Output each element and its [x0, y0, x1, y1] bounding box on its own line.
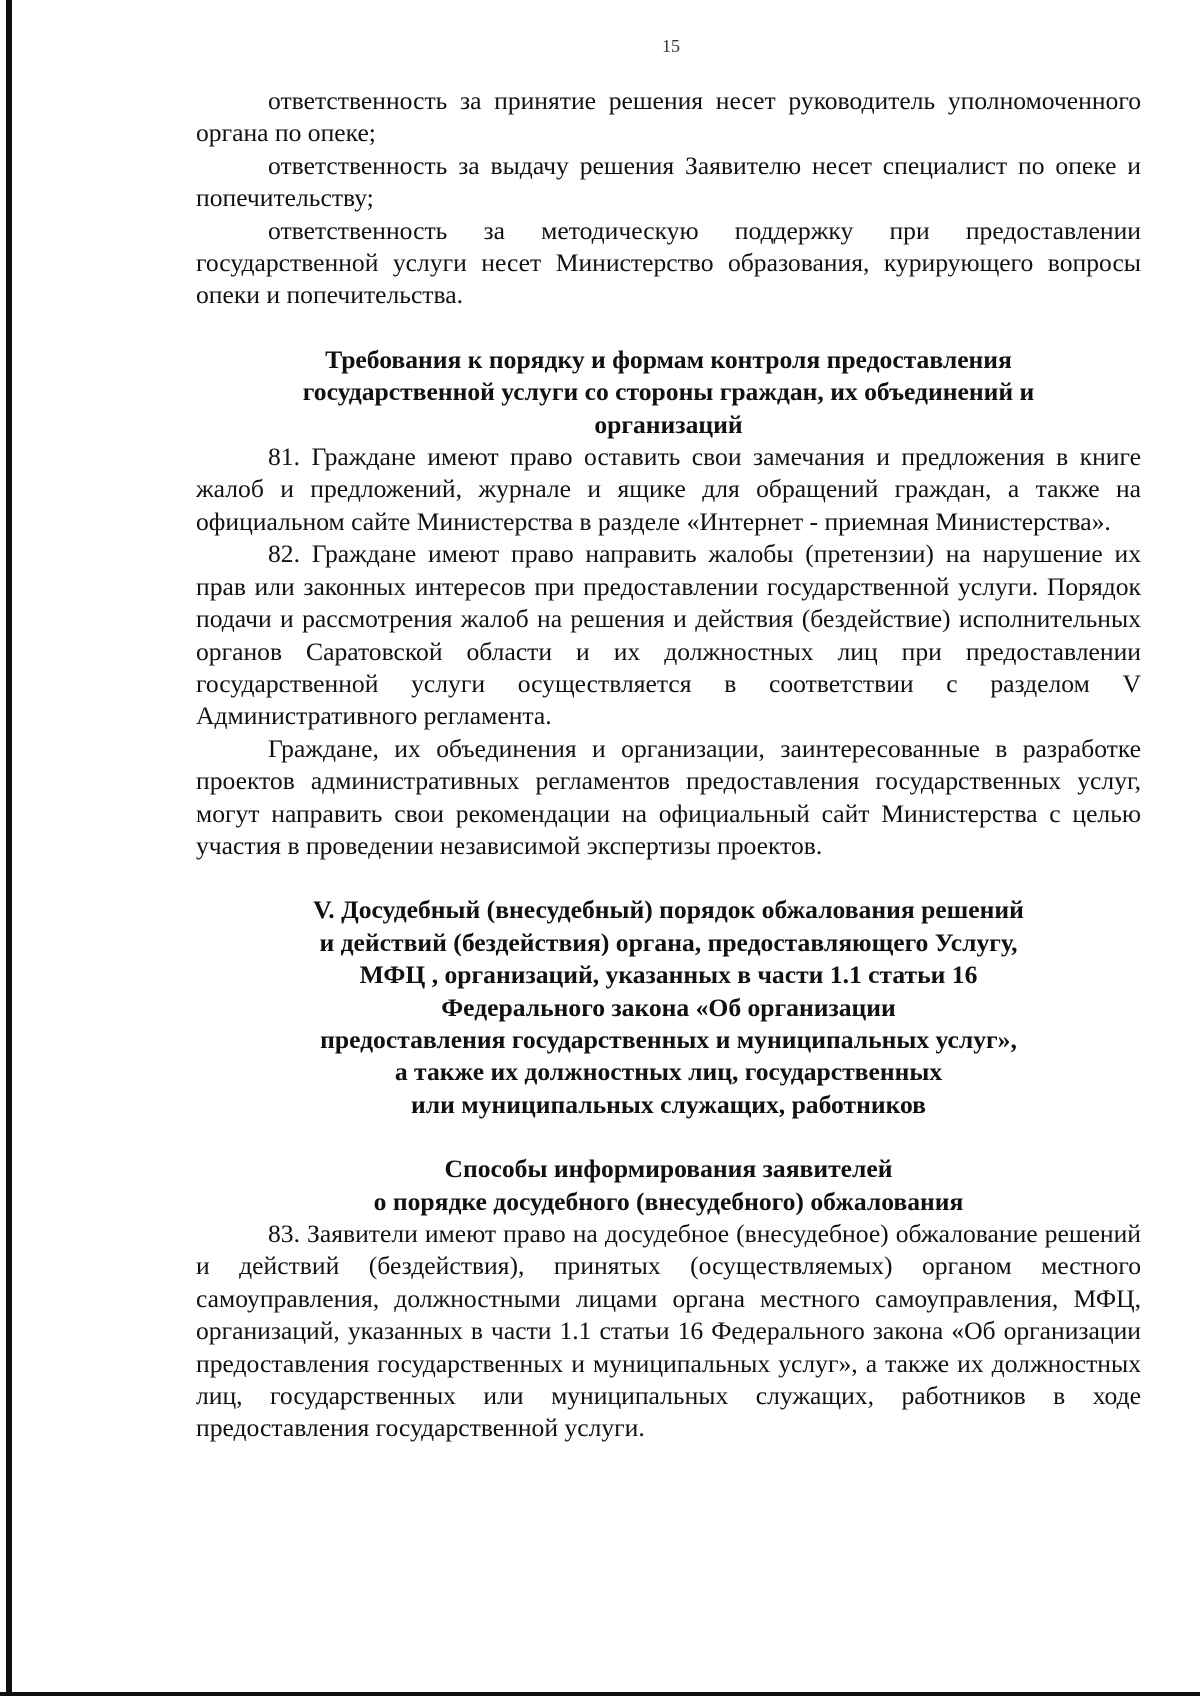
page-number: 15 [662, 36, 680, 56]
paragraph-81: 81. Граждане имеют право оставить свои замечания и предложения в книге жалоб и предложений, журнале и ящике для обращений граждан, а также на официальном сайте Министерства в разделе «Интернет - приемная Министерства». [196, 442, 1141, 536]
paragraph-citizens-recommendations: Граждане, их объединения и организации, заинтересованные в разработке проектов административных регламентов предоставления государственных услуг, могут направить свои рекомендации на официальный сайт Министерства с целью участия в проведении независимой экспертизы проектов. [196, 733, 1141, 860]
heading-line: Требования к порядку и формам контроля предоставления [325, 344, 1012, 374]
heading-line: Способы информирования заявителей [444, 1154, 893, 1184]
heading-line: или муниципальных служащих, работников [411, 1089, 926, 1119]
paragraph-responsibility-methodical: ответственность за методическую поддержку при предоставлении государственной услуги несет Министерство образования, курирующего вопросы опеки и попечительства. [196, 215, 1141, 310]
heading-control-requirements [196, 344, 1141, 441]
heading-informing-methods [196, 1153, 1141, 1218]
paragraph-responsibility-decision: ответственность за принятие решения несет руководитель уполномоченного органа по опеке; [196, 86, 1141, 148]
heading-line: Федерального закона «Об организации [441, 992, 896, 1022]
paragraph-responsibility-issuance: ответственность за выдачу решения Заявителю несет специалист по опеке и попечительству; [196, 150, 1141, 213]
heading-line: МФЦ , организаций, указанных в части 1.1 статьи 16 [359, 960, 978, 990]
scan-edge-bottom [0, 1692, 1200, 1696]
spacer [196, 862, 1141, 894]
heading-line: V. Досудебный (внесудебный) порядок обжалования решений [313, 895, 1024, 925]
heading-line: организаций [594, 409, 743, 439]
paragraph-82: 82. Граждане имеют право направить жалобы (претензии) на нарушение их прав или законных интересов при предоставлении государственной услуги. Порядок подачи и рассмотрения жалоб на решения и действия (бездействие) исполнительных органов Саратовской области и их должностных лиц при предоставлении государственной услуги осуществляется в соответствии с разделом V Административного регламента. [196, 539, 1141, 731]
spacer [196, 1121, 1141, 1153]
scan-edge-left [6, 0, 12, 1696]
spacer [196, 312, 1141, 344]
document-body [196, 85, 1141, 1445]
heading-line: государственной услуги со стороны граждан, их объединений и [302, 377, 1035, 407]
heading-line: и действий (бездействия) органа, предоставляющего Услугу, [319, 927, 1018, 957]
heading-line: о порядке досудебного (внесудебного) обжалования [373, 1186, 964, 1216]
paragraph-83: 83. Заявители имеют право на досудебное (внесудебное) обжалование решений и действий (бездействия), принятых (осуществляемых) органом местного самоуправления, должностными лицами органа местного самоуправления, МФЦ, организаций, указанных в части 1.1 статьи 16 Федерального закона «Об организации предоставления государственных и муниципальных услуг», а также их должностных лиц, государственных или муниципальных служащих, работников в ходе предоставления государственной услуги. [196, 1219, 1141, 1443]
heading-section-v [196, 894, 1141, 1121]
heading-line: предоставления государственных и муниципальных услуг», [320, 1024, 1017, 1054]
heading-line: а также их должностных лиц, государственных [394, 1057, 943, 1087]
